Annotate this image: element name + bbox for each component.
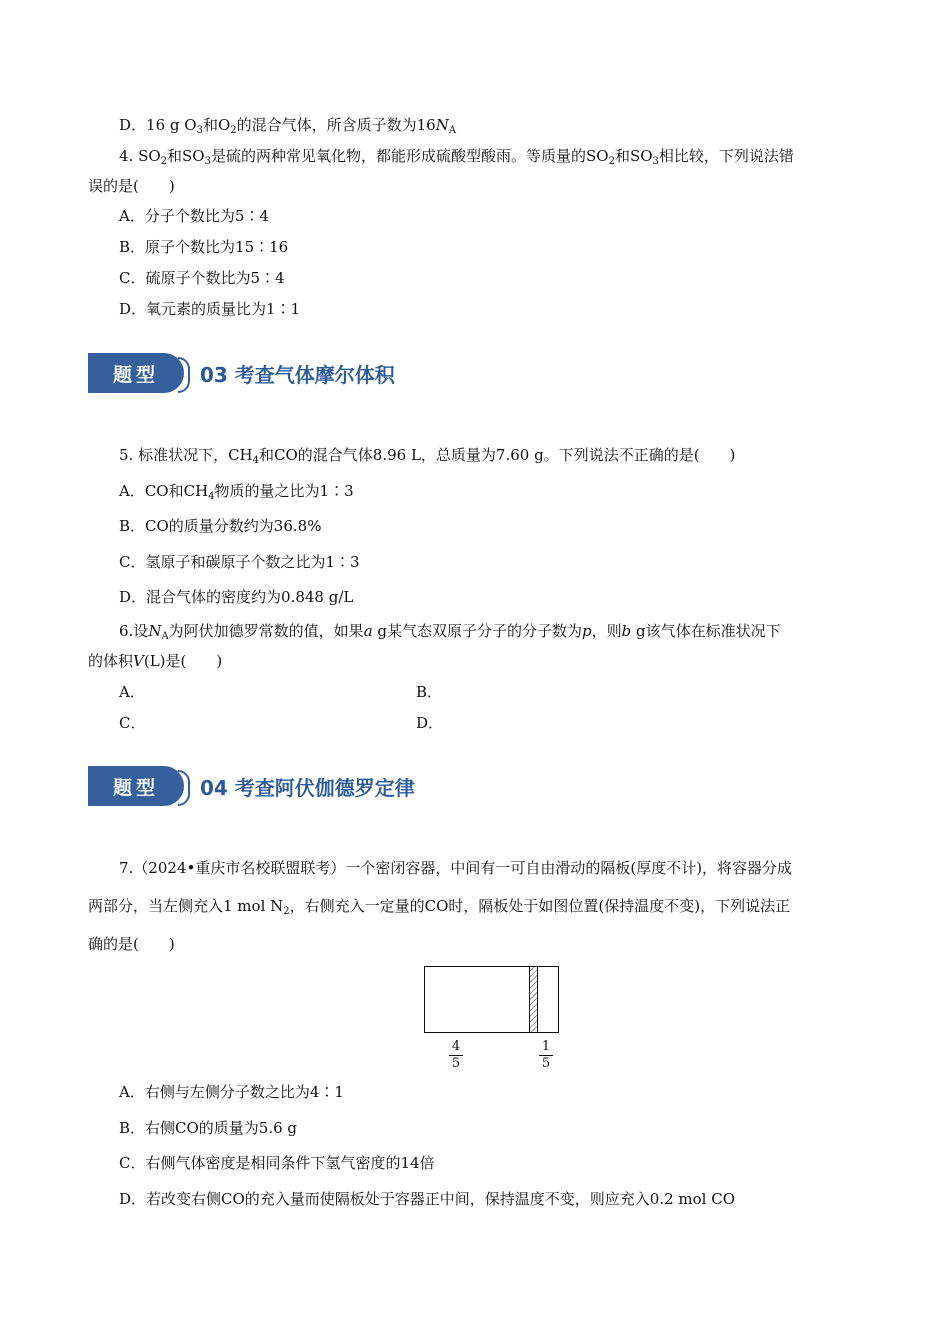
q6-stem-line2: 的体积V(L)是( ): [88, 652, 223, 670]
section-banner-03: [88, 353, 395, 393]
q5-option-c: C．氢原子和碳原子个数之比为1∶3: [119, 553, 360, 571]
partition: [530, 967, 538, 1033]
right-fraction: 1 5: [539, 1040, 553, 1071]
q4-option-b: B．原子个数比为15∶16: [119, 238, 289, 256]
q5-option-b: B．CO的质量分数约为36.8%: [119, 517, 322, 535]
section-title: 04 考查阿伏伽德罗定律: [200, 775, 415, 800]
q3-option-d: D．16 g $O_3$和$O_2$的混合气体，所含质子数为$16N_A$: [119, 116, 457, 136]
q7-stem-line1: 7.（2024•重庆市名校联盟联考）一个密闭容器，中间有一可自由滑动的隔板(厚度不计)，将容器分成: [119, 859, 793, 877]
q7-option-d: D．若改变右侧CO的充入量而使隔板处于容器正中间，保持温度不变，则应充入0.2 mol CO: [119, 1190, 736, 1208]
q6-option-a: A．: [119, 683, 145, 701]
q5-option-a: A．CO和$CH_4$物质的量之比为1∶3: [119, 482, 354, 502]
q7-stem-line3: 确的是( ): [88, 935, 175, 953]
q6-stem-line1: 6.设$N_A$为阿伏加德罗常数的值，如果a g某气态双原子分子的分子数为p，则b g该气体在标准状况下: [119, 622, 781, 642]
section-badge: 题型: [88, 766, 184, 806]
q7-option-a: A．右侧与左侧分子数之比为4∶1: [119, 1083, 344, 1101]
q6-option-d: D．: [416, 714, 444, 732]
left-fraction: 4 5: [449, 1040, 463, 1071]
q4-stem-line2: 误的是( ): [88, 177, 175, 195]
section-banner-04: [88, 766, 415, 806]
q5-stem: 5. 标准状况下，$CH_4$和CO的混合气体8.96 L，总质量为7.60 g。下列说法不正确的是( ): [119, 446, 736, 466]
q7-option-b: B．右侧CO的质量为5.6 g: [119, 1119, 298, 1137]
q5-option-d: D．混合气体的密度约为0.848 g/L: [119, 588, 354, 606]
q4-option-c: C．硫原子个数比为5∶4: [119, 269, 285, 287]
q4-stem-line1: 4. $SO_2$和$SO_3$是硫的两种常见氧化物，都能形成硫酸型酸雨。等质量的$SO_2$和$SO_3$相比较，下列说法错: [119, 147, 794, 167]
q4-option-d: D．氧元素的质量比为1∶1: [119, 300, 301, 318]
q4-option-a: A．分子个数比为5∶4: [119, 207, 269, 225]
section-badge: 题型: [88, 353, 184, 393]
q7-stem-line2: 两部分，当左侧充入1 mol $N_2$，右侧充入一定量的CO时，隔板处于如图位置(保持温度不变)，下列说法正: [88, 897, 791, 917]
q7-option-c: C．右侧气体密度是相同条件下氢气密度的14倍: [119, 1154, 435, 1172]
q6-option-c: C．: [119, 714, 146, 732]
section-title: 03 考查气体摩尔体积: [200, 362, 395, 387]
container-box: [425, 967, 559, 1033]
q6-option-b: B．: [416, 683, 443, 701]
